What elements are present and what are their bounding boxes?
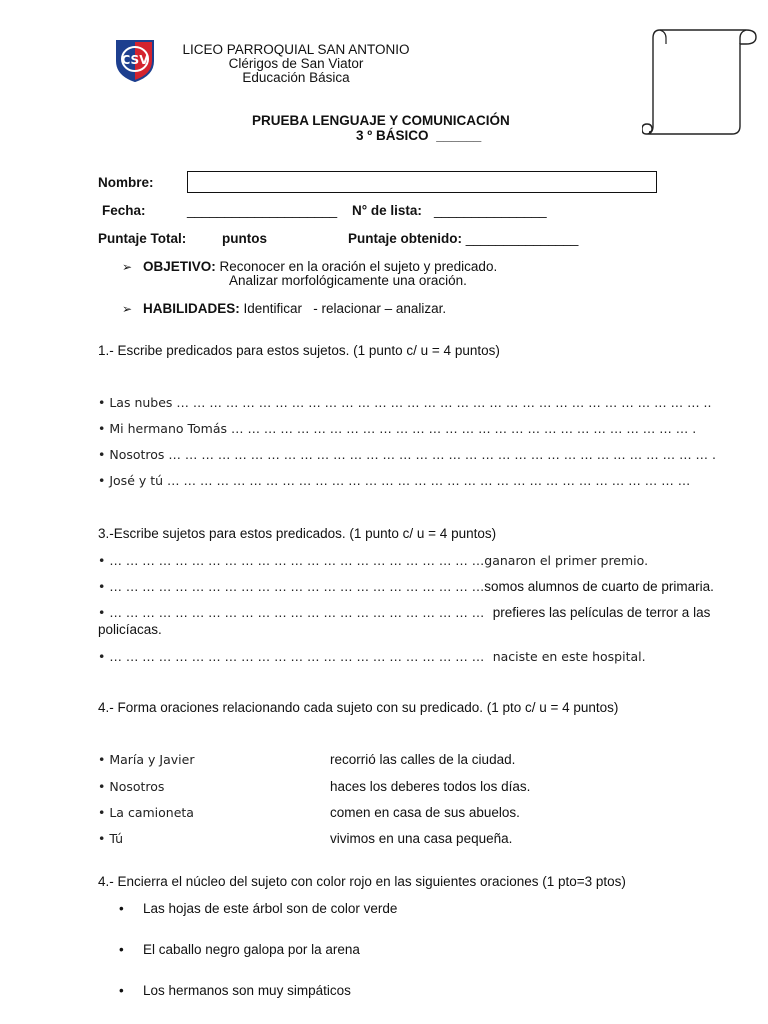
section3-predicate-continued: policíacas. <box>98 622 162 637</box>
section5-bullet: • <box>119 983 124 998</box>
grade-blank: ______ <box>436 128 482 143</box>
points-label: puntos <box>222 231 267 246</box>
section1-title: 1.- Escribe predicados para estos sujetos. (1 punto c/ u = 4 puntos) <box>98 343 500 358</box>
section3-dots: • … … … … … … … … … … … … … … … … … … … … … … … <box>98 579 485 594</box>
school-level: Educación Básica <box>242 70 350 85</box>
section1-item[interactable]: • Las nubes … … … … … … … … … … … … … … … … … … … … … … … … … … … … … … … … .. <box>98 395 712 410</box>
objective-arrow-icon: ➢ <box>122 260 133 274</box>
skills-arrow-icon: ➢ <box>122 302 133 316</box>
section1-item[interactable]: • Nosotros … … … … … … … … … … … … … … … … … … … … … … … … … … … … … … … … … . <box>98 447 716 462</box>
section5-bullet: • <box>119 942 124 957</box>
school-subtitle: Clérigos de San Viator <box>228 56 364 71</box>
section5-bullet: • <box>119 901 124 916</box>
date-label: Fecha: <box>102 203 146 218</box>
section3-dots: • … … … … … … … … … … … … … … … … … … … … … … … <box>98 553 485 568</box>
section3-item[interactable] <box>98 578 714 596</box>
section4-title: 4.- Forma oraciones relacionando cada sujeto con su predicado. (1 pto c/ u = 4 puntos) <box>98 700 619 715</box>
scroll-grade-box <box>642 24 760 140</box>
total-score-label: Puntaje Total: <box>98 231 187 246</box>
skills-label: HABILIDADES: <box>143 301 240 316</box>
section3-predicate: prefieres las películas de terror a las <box>492 605 711 620</box>
svg-text:CSV: CSV <box>121 53 149 67</box>
section5-title: 4.- Encierra el núcleo del sujeto con color rojo en las siguientes oraciones (1 pto=3 ptos) <box>98 874 626 889</box>
section3-predicate: naciste en este hospital. <box>492 649 646 664</box>
grade-text: 3 º BÁSICO <box>356 128 429 143</box>
objective-label: OBJETIVO: <box>143 259 216 274</box>
section3-title: 3.-Escribe sujetos para estos predicados. (1 punto c/ u = 4 puntos) <box>98 526 497 541</box>
date-blank[interactable]: ____________________ <box>187 203 338 218</box>
school-crest-logo <box>114 37 156 83</box>
section3-item[interactable] <box>98 552 648 570</box>
name-label: Nombre: <box>98 175 154 190</box>
name-input-box[interactable] <box>187 171 657 193</box>
objective-line2: Analizar morfológicamente una oración. <box>229 273 467 288</box>
obtained-score-blank[interactable]: _______________ <box>465 231 579 246</box>
skills <box>143 301 446 316</box>
section4-subject[interactable]: • Tú <box>98 831 124 846</box>
section4-predicate[interactable]: haces los deberes todos los días. <box>330 779 531 794</box>
section4-subject[interactable]: • Nosotros <box>98 779 165 794</box>
section3-dots: • … … … … … … … … … … … … … … … … … … … … … … … <box>98 649 485 664</box>
section3-predicate: ganaron el primer premio. <box>484 553 649 568</box>
section5-sentence[interactable]: Las hojas de este árbol son de color verde <box>143 901 398 916</box>
section4-subject[interactable]: • María y Javier <box>98 752 195 767</box>
skills-text: Identificar - relacionar – analizar. <box>243 301 447 316</box>
section3-dots: • … … … … … … … … … … … … … … … … … … … … … … … <box>98 605 485 620</box>
school-name: LICEO PARROQUIAL SAN ANTONIO <box>182 42 410 57</box>
section4-predicate[interactable]: vivimos en una casa pequeña. <box>330 831 513 846</box>
section1-item[interactable]: • José y tú … … … … … … … … … … … … … … … … … … … … … … … … … … … … … … … … <box>98 473 691 488</box>
objective <box>143 259 497 274</box>
section1-item[interactable]: • Mi hermano Tomás … … … … … … … … … … … … … … … … … … … … … … … … … … … … . <box>98 421 697 436</box>
section3-item[interactable] <box>98 648 646 666</box>
section4-predicate[interactable]: recorrió las calles de la ciudad. <box>330 752 516 767</box>
section5-sentence[interactable]: El caballo negro galopa por la arena <box>143 942 360 957</box>
objective-line1: Reconocer en la oración el sujeto y predicado. <box>219 259 498 274</box>
section3-predicate: somos alumnos de cuarto de primaria. <box>484 579 714 594</box>
obtained-score-label <box>348 231 578 246</box>
section4-subject[interactable]: • La camioneta <box>98 805 194 820</box>
list-number-blank[interactable]: _______________ <box>434 203 547 218</box>
grade-label <box>356 128 481 143</box>
obtained-score-text: Puntaje obtenido: <box>348 231 462 246</box>
test-title: PRUEBA LENGUAJE Y COMUNICACIÓN <box>252 113 510 128</box>
section5-sentence[interactable]: Los hermanos son muy simpáticos <box>143 983 351 998</box>
section4-predicate[interactable]: comen en casa de sus abuelos. <box>330 805 520 820</box>
list-number-label: N° de lista: <box>352 203 422 218</box>
section3-item[interactable] <box>98 604 710 622</box>
